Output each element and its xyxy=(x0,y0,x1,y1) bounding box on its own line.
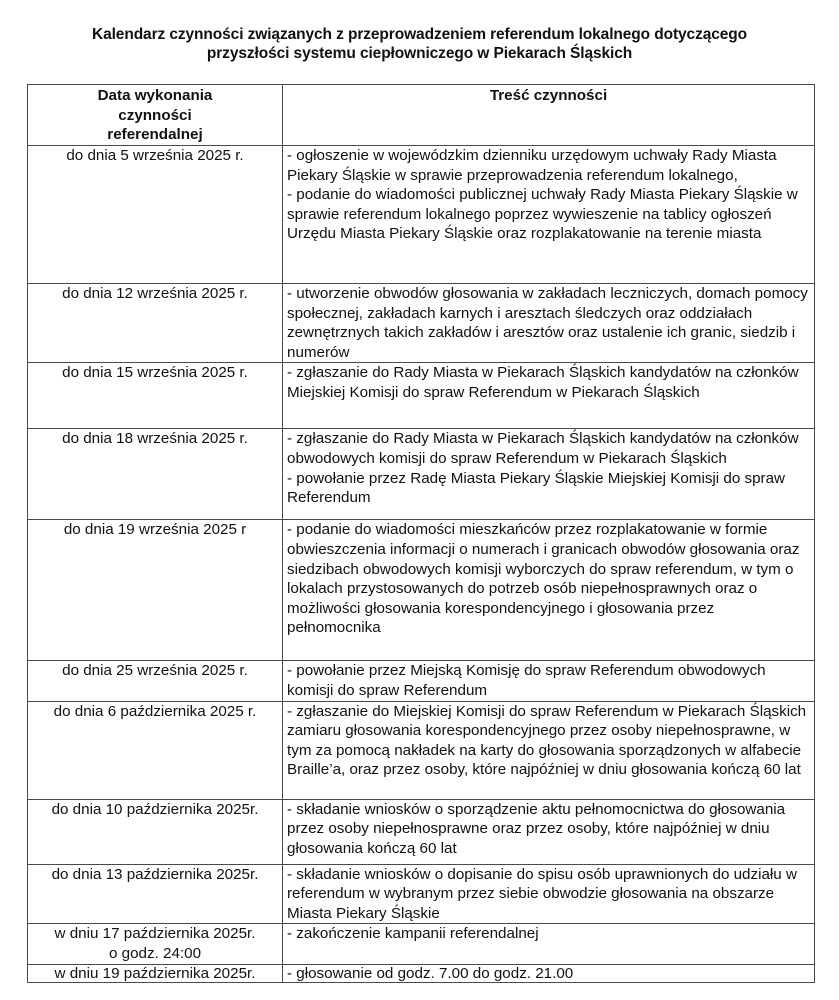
table-row xyxy=(28,661,815,701)
activity-item: - składanie wniosków o sporządzenie aktu pełnomocnictwa do głosowania przez osoby niepełnosprawne oraz przez osoby, które najpóźniej w dniu głosowania kończą 60 lat xyxy=(287,800,786,857)
date-text: do dnia 10 października 2025r. xyxy=(51,800,259,818)
table-row xyxy=(28,799,815,864)
title-line-1: Kalendarz czynności związanych z przeprowadzeniem referendum lokalnego dotyczącego xyxy=(91,26,748,43)
content-cell xyxy=(283,924,815,964)
content-cell xyxy=(283,429,815,520)
content-cell xyxy=(283,661,815,701)
date-cell xyxy=(28,964,283,982)
date-cell xyxy=(28,520,283,661)
content-cell xyxy=(283,864,815,924)
column-header-content: Treść czynności xyxy=(283,85,815,146)
activity-item: - ogłoszenie w wojewódzkim dzienniku urzędowym uchwały Rady Miasta Piekary Śląskie w sprawie przeprowadzenia referendum lokalnego, xyxy=(287,147,777,184)
date-text: do dnia 13 października 2025r. xyxy=(51,865,259,883)
table-header-row xyxy=(28,85,815,146)
date-text: do dnia 6 października 2025 r. xyxy=(53,702,257,720)
content-cell xyxy=(283,701,815,799)
table-row xyxy=(28,924,815,964)
activity-item: - utworzenie obwodów głosowania w zakładach leczniczych, domach pomocy społecznej, zakładach karnych i aresztach śledczych oraz oddziałach zewnętrznych takich zakładów i aresztów oraz ustalenie ich granic, siedzib i numerów xyxy=(287,285,808,361)
title-line-2: przyszłości systemu ciepłowniczego w Piekarach Śląskich xyxy=(206,45,633,62)
content-cell xyxy=(283,799,815,864)
date-text: do dnia 18 września 2025 r. xyxy=(62,430,248,448)
table-row xyxy=(28,864,815,924)
date-text: do dnia 15 września 2025 r. xyxy=(62,364,248,382)
date-text: do dnia 25 września 2025 r. xyxy=(62,662,248,680)
table-row xyxy=(28,146,815,284)
table-row xyxy=(28,284,815,363)
column-header-date: Data wykonania czynności referendalnej xyxy=(28,85,283,146)
content-cell xyxy=(283,363,815,429)
date-cell xyxy=(28,924,283,964)
date-cell xyxy=(28,661,283,701)
content-cell xyxy=(283,146,815,284)
date-text: do dnia 5 września 2025 r. xyxy=(66,147,244,164)
date-text: do dnia 12 września 2025 r. xyxy=(62,285,248,302)
date-text: w dniu 17 października 2025r. xyxy=(54,925,256,943)
date-text: w dniu 19 października 2025r. xyxy=(54,964,256,982)
referendum-calendar-table xyxy=(27,84,815,983)
date-cell xyxy=(28,429,283,520)
table-row xyxy=(28,429,815,520)
activity-item: - podanie do wiadomości publicznej uchwały Rady Miasta Piekary Śląskie w sprawie referendum lokalnego poprzez wywieszenie na tablicy ogłoszeń Urzędu Miasta Piekary Śląskie oraz rozplakatowanie na terenie miasta xyxy=(287,186,798,243)
time-text: o godz. 24:00 xyxy=(108,944,202,962)
activity-item: - zgłaszanie do Rady Miasta w Piekarach Śląskich kandydatów na członków obwodowych komisji do spraw Referendum w Piekarach Śląskich xyxy=(287,430,799,467)
table-row xyxy=(28,363,815,429)
activity-item: - zgłaszanie do Miejskiej Komisji do spraw Referendum w Piekarach Śląskich zamiaru głosowania korespondencyjnego przez osoby niepełnosprawne, w tym za pomocą nakładek na karty do głosowania sporządzonych w alfabecie Braille’a, oraz przez osoby, które najpóźniej w dniu głosowania kończą 60 lat xyxy=(287,702,807,779)
activity-item: - zakończenie kampanii referendalnej xyxy=(287,925,539,943)
activity-item: - zgłaszanie do Rady Miasta w Piekarach Śląskich kandydatów na członków Miejskiej Komisji do spraw Referendum w Piekarach Śląskich xyxy=(287,364,799,401)
table-row xyxy=(28,701,815,799)
activity-item: - powołanie przez Radę Miasta Piekary Śląskie Miejskiej Komisji do spraw Referendum xyxy=(287,469,786,507)
activity-item: - powołanie przez Miejską Komisję do spraw Referendum obwodowych komisji do spraw Referendum xyxy=(287,662,766,699)
date-cell xyxy=(28,799,283,864)
content-cell xyxy=(283,520,815,661)
date-cell xyxy=(28,864,283,924)
table-row xyxy=(28,964,815,982)
date-cell xyxy=(28,146,283,284)
table-row xyxy=(28,520,815,661)
activity-item: - składanie wniosków o dopisanie do spisu osób uprawnionych do udziału w referendum w wybranym przez siebie obwodzie głosowania na obszarze Miasta Piekary Śląskie xyxy=(287,865,797,922)
date-cell xyxy=(28,701,283,799)
date-cell xyxy=(28,363,283,429)
activity-item: - głosowanie od godz. 7.00 do godz. 21.00 xyxy=(287,964,574,982)
content-cell xyxy=(283,284,815,363)
date-cell xyxy=(28,284,283,363)
date-text: do dnia 19 września 2025 r xyxy=(63,521,247,539)
content-cell xyxy=(283,964,815,982)
document-title xyxy=(0,25,839,63)
activity-item: - podanie do wiadomości mieszkańców przez rozplakatowanie w formie obwieszczenia informacji o numerach i granicach obwodów głosowania oraz siedzibach obwodowych komisji wyborczych do spraw referendum, w tym o lokalach przystosowanych do potrzeb osób niepełnosprawnych oraz o możliwości głosowania korespondencyjnego i głosowania przez pełnomocnika xyxy=(287,521,800,637)
